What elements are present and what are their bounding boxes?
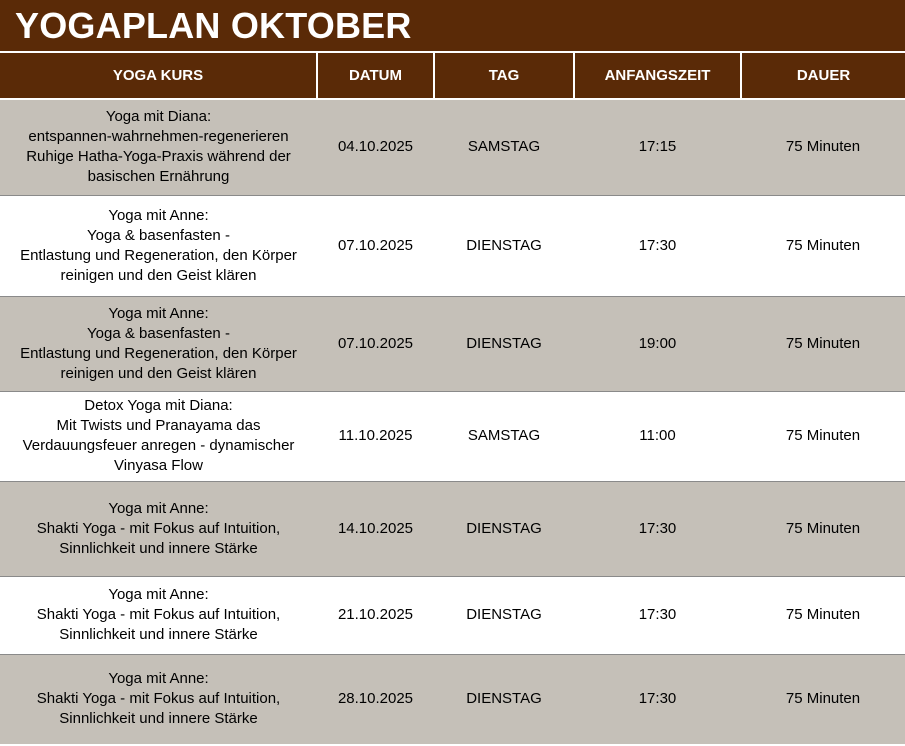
course-line: Yoga mit Anne:: [108, 499, 209, 517]
course-cell: [0, 99, 317, 195]
course-line: Shakti Yoga - mit Fokus auf Intuition,: [36, 606, 281, 623]
course-line: entspannen-wahrnehmen-regenerieren: [28, 128, 289, 146]
table-row: [0, 654, 905, 744]
column-header-duration: DAUER: [741, 53, 905, 99]
duration-cell: 75 Minuten: [741, 391, 905, 481]
course-cell: [0, 296, 317, 391]
course-cell: [0, 195, 317, 296]
table-header-row: [0, 53, 905, 99]
course-cell: [0, 481, 317, 576]
table-row: [0, 195, 905, 296]
course-line: Yoga mit Anne:: [108, 206, 209, 224]
start-time-cell: 17:15: [574, 99, 741, 195]
column-header-start: ANFANGSZEIT: [574, 53, 741, 99]
column-header-day: TAG: [434, 53, 574, 99]
course-line: Ruhige Hatha-Yoga-Praxis während der: [26, 148, 291, 166]
course-line: Yoga & basenfasten -: [87, 324, 230, 342]
date-cell: 21.10.2025: [317, 576, 434, 654]
date-cell: 14.10.2025: [317, 481, 434, 576]
column-header-course: YOGA KURS: [0, 53, 317, 99]
course-line: basischen Ernährung: [87, 168, 230, 186]
column-header-date: DATUM: [317, 53, 434, 99]
course-line: Sinnlichkeit und innere Stärke: [59, 539, 258, 557]
course-line: Entlastung und Regeneration, den Körper: [20, 246, 297, 264]
start-time-cell: 17:30: [574, 195, 741, 296]
course-line: Shakti Yoga - mit Fokus auf Intuition,: [36, 519, 281, 537]
start-time-cell: 17:30: [574, 576, 741, 654]
table-row: [0, 481, 905, 576]
date-cell: 28.10.2025: [317, 654, 434, 744]
course-line: Mit Twists und Pranayama das: [56, 417, 261, 434]
course-line: reinigen und den Geist klären: [60, 364, 257, 382]
course-line: Yoga mit Anne:: [108, 586, 209, 603]
day-cell: DIENSTAG: [434, 654, 574, 744]
date-cell: 04.10.2025: [317, 99, 434, 195]
page-title: YOGAPLAN OKTOBER: [0, 0, 905, 53]
course-cell: [0, 391, 317, 481]
table-row: [0, 576, 905, 654]
day-cell: DIENSTAG: [434, 481, 574, 576]
day-cell: SAMSTAG: [434, 99, 574, 195]
duration-cell: 75 Minuten: [741, 576, 905, 654]
course-line: Vinyasa Flow: [114, 457, 203, 474]
course-line: Verdauungsfeuer anregen - dynamischer: [22, 437, 295, 454]
duration-cell: 75 Minuten: [741, 99, 905, 195]
course-line: Yoga mit Anne:: [108, 304, 209, 322]
course-line: Yoga mit Diana:: [105, 108, 212, 126]
course-line: Yoga mit Anne:: [108, 670, 209, 688]
course-cell: [0, 654, 317, 744]
duration-cell: 75 Minuten: [741, 195, 905, 296]
course-line: Sinnlichkeit und innere Stärke: [59, 626, 258, 643]
duration-cell: 75 Minuten: [741, 481, 905, 576]
duration-cell: 75 Minuten: [741, 654, 905, 744]
start-time-cell: 19:00: [574, 296, 741, 391]
date-cell: 11.10.2025: [317, 391, 434, 481]
day-cell: SAMSTAG: [434, 391, 574, 481]
day-cell: DIENSTAG: [434, 195, 574, 296]
date-cell: 07.10.2025: [317, 195, 434, 296]
course-line: Yoga & basenfasten -: [87, 226, 230, 244]
course-line: Sinnlichkeit und innere Stärke: [59, 710, 258, 728]
day-cell: DIENSTAG: [434, 296, 574, 391]
start-time-cell: 17:30: [574, 654, 741, 744]
date-cell: 07.10.2025: [317, 296, 434, 391]
course-line: Shakti Yoga - mit Fokus auf Intuition,: [36, 690, 281, 708]
table-row: [0, 99, 905, 195]
course-line: Entlastung und Regeneration, den Körper: [20, 344, 297, 362]
schedule-table: [0, 53, 905, 744]
start-time-cell: 11:00: [574, 391, 741, 481]
duration-cell: 75 Minuten: [741, 296, 905, 391]
day-cell: DIENSTAG: [434, 576, 574, 654]
course-cell: [0, 576, 317, 654]
course-line: reinigen und den Geist klären: [60, 266, 257, 284]
course-line: Detox Yoga mit Diana:: [84, 397, 233, 414]
table-row: [0, 391, 905, 481]
table-row: [0, 296, 905, 391]
start-time-cell: 17:30: [574, 481, 741, 576]
